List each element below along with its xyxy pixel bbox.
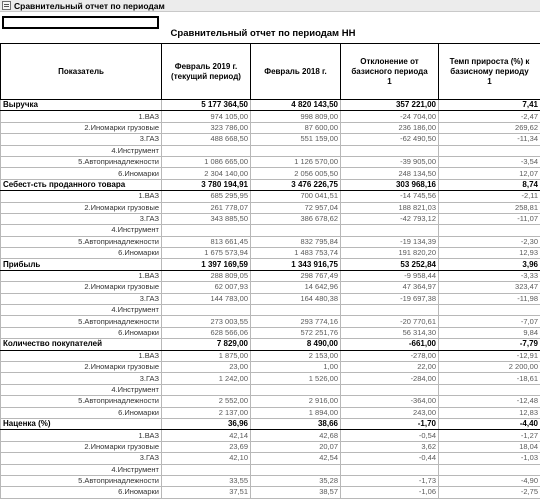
deviation-cell[interactable]: -39 905,00	[341, 156, 439, 167]
growth-rate-cell[interactable]: 12,93	[439, 248, 540, 259]
table-group-row	[1, 418, 540, 429]
current-value-cell[interactable]: 1 675 573,94	[162, 248, 251, 259]
current-value-cell[interactable]	[162, 145, 251, 156]
current-value-cell[interactable]	[162, 464, 251, 475]
growth-rate-cell[interactable]: 12,07	[439, 168, 540, 179]
report-body	[1, 100, 540, 499]
deviation-cell[interactable]: -0,44	[341, 453, 439, 464]
base-value-cell[interactable]: 998 809,00	[251, 111, 341, 122]
base-value-cell[interactable]: 298 767,49	[251, 270, 341, 281]
category-label[interactable]: 1.ВАЗ	[1, 270, 162, 281]
base-value-cell[interactable]: 1 526,00	[251, 373, 341, 384]
table-row	[1, 111, 540, 122]
current-value-cell[interactable]: 42,14	[162, 430, 251, 441]
category-label[interactable]: 5.Автопринадлежности	[1, 316, 162, 327]
category-label[interactable]: 2.Иномарки грузовые	[1, 441, 162, 452]
deviation-cell[interactable]: -0,54	[341, 430, 439, 441]
current-value-cell[interactable]: 23,69	[162, 441, 251, 452]
growth-rate-cell[interactable]: 8,74	[439, 179, 540, 190]
growth-rate-cell[interactable]: -4,40	[439, 418, 540, 429]
category-label[interactable]: 6.Иномарки	[1, 407, 162, 418]
current-value-cell[interactable]: 62 007,93	[162, 282, 251, 293]
deviation-cell[interactable]: -14 745,56	[341, 191, 439, 202]
indicator-label[interactable]: Выручка	[1, 100, 162, 111]
deviation-cell[interactable]	[341, 384, 439, 395]
base-value-cell[interactable]: 1 126 570,00	[251, 156, 341, 167]
base-value-cell[interactable]	[251, 145, 341, 156]
deviation-cell[interactable]	[341, 305, 439, 316]
category-label[interactable]: 6.Иномарки	[1, 168, 162, 179]
growth-rate-cell[interactable]: 258,81	[439, 202, 540, 213]
base-value-cell[interactable]: 8 490,00	[251, 339, 341, 350]
table-group-row	[1, 179, 540, 190]
deviation-cell[interactable]	[341, 145, 439, 156]
growth-rate-cell[interactable]: -7,07	[439, 316, 540, 327]
base-value-cell[interactable]: 832 795,84	[251, 236, 341, 247]
report-title: Сравнительный отчет по периодам НН	[170, 28, 356, 39]
deviation-cell[interactable]: 303 968,16	[341, 179, 439, 190]
category-label[interactable]: 5.Автопринадлежности	[1, 156, 162, 167]
base-value-cell[interactable]	[251, 384, 341, 395]
category-label[interactable]: 1.ВАЗ	[1, 111, 162, 122]
table-row	[1, 396, 540, 407]
growth-rate-cell[interactable]: 323,47	[439, 282, 540, 293]
base-value-cell[interactable]: 35,28	[251, 475, 341, 486]
current-value-cell[interactable]: 288 809,05	[162, 270, 251, 281]
deviation-cell[interactable]: -42 793,12	[341, 213, 439, 224]
indicator-label[interactable]: Себест-сть проданного товара	[1, 179, 162, 190]
base-value-cell[interactable]: 72 957,04	[251, 202, 341, 213]
deviation-cell[interactable]: -19 697,38	[341, 293, 439, 304]
base-value-cell[interactable]	[251, 305, 341, 316]
header-base-period[interactable]: Февраль 2018 г.	[251, 44, 341, 100]
base-value-cell[interactable]: 42,54	[251, 453, 341, 464]
header-growth-rate[interactable]: Темп прироста (%) к базисному периоду 1	[439, 44, 540, 100]
deviation-cell[interactable]: -62 490,50	[341, 134, 439, 145]
category-label[interactable]: 5.Автопринадлежности	[1, 396, 162, 407]
growth-rate-cell[interactable]: 3,96	[439, 259, 540, 270]
current-value-cell[interactable]: 1 086 665,00	[162, 156, 251, 167]
deviation-cell[interactable]: 243,00	[341, 407, 439, 418]
current-value-cell[interactable]: 1 242,00	[162, 373, 251, 384]
base-value-cell[interactable]: 38,66	[251, 418, 341, 429]
current-value-cell[interactable]: 974 105,00	[162, 111, 251, 122]
indicator-label[interactable]: Наценка (%)	[1, 418, 162, 429]
deviation-cell[interactable]: 236 186,00	[341, 122, 439, 133]
deviation-cell[interactable]: 188 821,03	[341, 202, 439, 213]
category-label[interactable]: 2.Иномарки грузовые	[1, 282, 162, 293]
table-row	[1, 213, 540, 224]
base-value-cell[interactable]: 2 153,00	[251, 350, 341, 361]
base-value-cell[interactable]: 293 774,16	[251, 316, 341, 327]
category-label[interactable]: 4.Инструмент	[1, 464, 162, 475]
current-value-cell[interactable]: 23,00	[162, 361, 251, 372]
table-row	[1, 293, 540, 304]
current-value-cell[interactable]: 36,96	[162, 418, 251, 429]
base-value-cell[interactable]: 1 894,00	[251, 407, 341, 418]
growth-rate-cell[interactable]: -11,34	[439, 134, 540, 145]
table-row	[1, 270, 540, 281]
growth-rate-cell[interactable]: 9,84	[439, 327, 540, 338]
category-label[interactable]: 3.ГАЗ	[1, 373, 162, 384]
report-table	[0, 43, 540, 499]
table-row	[1, 236, 540, 247]
current-value-cell[interactable]	[162, 305, 251, 316]
deviation-cell[interactable]: -278,00	[341, 350, 439, 361]
header-current-period[interactable]: Февраль 2019 г. (текущий период)	[162, 44, 251, 100]
table-row	[1, 453, 540, 464]
growth-rate-cell[interactable]	[439, 384, 540, 395]
header-deviation[interactable]: Отклонение от базисного периода 1	[341, 44, 439, 100]
table-row	[1, 361, 540, 372]
table-row	[1, 316, 540, 327]
category-label[interactable]: 1.ВАЗ	[1, 430, 162, 441]
header-row	[1, 44, 540, 100]
category-label[interactable]: 4.Инструмент	[1, 305, 162, 316]
deviation-cell[interactable]: -284,00	[341, 373, 439, 384]
deviation-cell[interactable]: 22,00	[341, 361, 439, 372]
base-value-cell[interactable]: 1,00	[251, 361, 341, 372]
table-row	[1, 384, 540, 395]
growth-rate-cell[interactable]: -2,47	[439, 111, 540, 122]
current-value-cell[interactable]: 488 668,50	[162, 134, 251, 145]
base-value-cell[interactable]: 700 041,51	[251, 191, 341, 202]
base-value-cell[interactable]: 1 343 916,75	[251, 259, 341, 270]
growth-rate-cell[interactable]: 7,41	[439, 100, 540, 111]
current-value-cell[interactable]: 2 137,00	[162, 407, 251, 418]
indicator-label[interactable]: Количество покупателей	[1, 339, 162, 350]
table-row	[1, 464, 540, 475]
current-value-cell[interactable]: 144 783,00	[162, 293, 251, 304]
table-row	[1, 441, 540, 452]
deviation-cell[interactable]: -1,70	[341, 418, 439, 429]
current-value-cell[interactable]: 685 295,95	[162, 191, 251, 202]
table-row	[1, 225, 540, 236]
current-value-cell[interactable]: 3 780 194,91	[162, 179, 251, 190]
table-row	[1, 282, 540, 293]
table-row	[1, 134, 540, 145]
base-value-cell[interactable]: 20,07	[251, 441, 341, 452]
category-label[interactable]: 3.ГАЗ	[1, 134, 162, 145]
deviation-cell[interactable]: 248 134,50	[341, 168, 439, 179]
growth-rate-cell[interactable]: 2 200,00	[439, 361, 540, 372]
header-indicator[interactable]: Показатель	[1, 44, 162, 100]
base-value-cell[interactable]: 2 056 005,50	[251, 168, 341, 179]
table-row	[1, 350, 540, 361]
growth-rate-cell[interactable]: -1,03	[439, 453, 540, 464]
current-value-cell[interactable]	[162, 384, 251, 395]
base-value-cell[interactable]: 4 820 143,50	[251, 100, 341, 111]
growth-rate-cell[interactable]	[439, 464, 540, 475]
current-value-cell[interactable]: 343 885,50	[162, 213, 251, 224]
table-row	[1, 168, 540, 179]
table-row	[1, 407, 540, 418]
category-label[interactable]: 3.ГАЗ	[1, 453, 162, 464]
growth-rate-cell[interactable]: -3,54	[439, 156, 540, 167]
current-value-cell[interactable]: 2 304 140,00	[162, 168, 251, 179]
deviation-cell[interactable]: 357 221,00	[341, 100, 439, 111]
base-value-cell[interactable]	[251, 464, 341, 475]
deviation-cell[interactable]: -1,73	[341, 475, 439, 486]
table-group-row	[1, 259, 540, 270]
growth-rate-cell[interactable]: -1,27	[439, 430, 540, 441]
table-row	[1, 373, 540, 384]
table-row	[1, 122, 540, 133]
current-value-cell[interactable]: 5 177 364,50	[162, 100, 251, 111]
base-value-cell[interactable]: 386 678,62	[251, 213, 341, 224]
base-value-cell[interactable]: 38,57	[251, 487, 341, 498]
category-label[interactable]: 4.Инструмент	[1, 384, 162, 395]
base-value-cell[interactable]: 551 159,00	[251, 134, 341, 145]
table-group-row	[1, 100, 540, 111]
growth-rate-cell[interactable]: -2,30	[439, 236, 540, 247]
report-sheet[interactable]	[0, 12, 540, 502]
indicator-label[interactable]: Прибыль	[1, 259, 162, 270]
current-value-cell[interactable]: 261 778,07	[162, 202, 251, 213]
growth-rate-cell[interactable]: -2,11	[439, 191, 540, 202]
current-value-cell[interactable]: 1 875,00	[162, 350, 251, 361]
deviation-cell[interactable]: 56 314,30	[341, 327, 439, 338]
category-label[interactable]: 1.ВАЗ	[1, 350, 162, 361]
growth-rate-cell[interactable]: -12,48	[439, 396, 540, 407]
growth-rate-cell[interactable]: 269,62	[439, 122, 540, 133]
growth-rate-cell[interactable]: -4,90	[439, 475, 540, 486]
growth-rate-cell[interactable]	[439, 305, 540, 316]
table-row	[1, 487, 540, 498]
growth-rate-cell[interactable]: -7,79	[439, 339, 540, 350]
current-value-cell[interactable]: 813 661,45	[162, 236, 251, 247]
current-value-cell[interactable]: 628 566,06	[162, 327, 251, 338]
deviation-cell[interactable]: -24 704,00	[341, 111, 439, 122]
table-row	[1, 430, 540, 441]
growth-rate-cell[interactable]: -18,61	[439, 373, 540, 384]
table-row	[1, 145, 540, 156]
current-value-cell[interactable]: 7 829,00	[162, 339, 251, 350]
base-value-cell[interactable]: 572 251,76	[251, 327, 341, 338]
category-label[interactable]: 5.Автопринадлежности	[1, 475, 162, 486]
current-value-cell[interactable]	[162, 225, 251, 236]
table-row	[1, 156, 540, 167]
window-title: Сравнительный отчет по периодам	[14, 0, 165, 11]
table-row	[1, 305, 540, 316]
growth-rate-cell[interactable]: 18,04	[439, 441, 540, 452]
growth-rate-cell[interactable]: -11,07	[439, 213, 540, 224]
table-row	[1, 475, 540, 486]
spreadsheet-icon	[2, 1, 11, 10]
deviation-cell[interactable]: -19 134,39	[341, 236, 439, 247]
current-value-cell[interactable]: 33,55	[162, 475, 251, 486]
deviation-cell[interactable]: -364,00	[341, 396, 439, 407]
category-label[interactable]: 5.Автопринадлежности	[1, 236, 162, 247]
category-label[interactable]: 4.Инструмент	[1, 145, 162, 156]
base-value-cell[interactable]: 42,68	[251, 430, 341, 441]
deviation-cell[interactable]: -1,06	[341, 487, 439, 498]
window-titlebar[interactable]	[0, 0, 540, 12]
current-value-cell[interactable]: 1 397 169,59	[162, 259, 251, 270]
current-value-cell[interactable]: 37,51	[162, 487, 251, 498]
category-label[interactable]: 2.Иномарки грузовые	[1, 122, 162, 133]
growth-rate-cell[interactable]: -11,98	[439, 293, 540, 304]
growth-rate-cell[interactable]: -2,75	[439, 487, 540, 498]
current-value-cell[interactable]: 323 786,00	[162, 122, 251, 133]
deviation-cell[interactable]: 53 252,84	[341, 259, 439, 270]
current-value-cell[interactable]: 273 003,55	[162, 316, 251, 327]
growth-rate-cell[interactable]: 12,83	[439, 407, 540, 418]
deviation-cell[interactable]	[341, 464, 439, 475]
growth-rate-cell[interactable]	[439, 145, 540, 156]
category-label[interactable]: 4.Инструмент	[1, 225, 162, 236]
category-label[interactable]: 1.ВАЗ	[1, 191, 162, 202]
base-value-cell[interactable]: 14 642,96	[251, 282, 341, 293]
category-label[interactable]: 3.ГАЗ	[1, 293, 162, 304]
table-row	[1, 248, 540, 259]
category-label[interactable]: 6.Иномарки	[1, 248, 162, 259]
deviation-cell[interactable]: -9 958,44	[341, 270, 439, 281]
category-label[interactable]: 6.Иномарки	[1, 487, 162, 498]
growth-rate-cell[interactable]: -12,91	[439, 350, 540, 361]
table-row	[1, 202, 540, 213]
deviation-cell[interactable]: -20 770,61	[341, 316, 439, 327]
category-label[interactable]: 6.Иномарки	[1, 327, 162, 338]
table-row	[1, 327, 540, 338]
base-value-cell[interactable]: 87 600,00	[251, 122, 341, 133]
category-label[interactable]: 2.Иномарки грузовые	[1, 361, 162, 372]
deviation-cell[interactable]: 191 820,20	[341, 248, 439, 259]
growth-rate-cell[interactable]: -3,33	[439, 270, 540, 281]
base-value-cell[interactable]: 3 476 226,75	[251, 179, 341, 190]
deviation-cell[interactable]: -661,00	[341, 339, 439, 350]
table-group-row	[1, 339, 540, 350]
base-value-cell[interactable]: 164 480,38	[251, 293, 341, 304]
growth-rate-cell[interactable]	[439, 225, 540, 236]
base-value-cell[interactable]: 1 483 753,74	[251, 248, 341, 259]
current-value-cell[interactable]: 2 552,00	[162, 396, 251, 407]
table-row	[1, 191, 540, 202]
active-cell[interactable]	[2, 16, 159, 29]
base-value-cell[interactable]: 2 916,00	[251, 396, 341, 407]
category-label[interactable]: 3.ГАЗ	[1, 213, 162, 224]
current-value-cell[interactable]: 42,10	[162, 453, 251, 464]
deviation-cell[interactable]: 3,62	[341, 441, 439, 452]
base-value-cell[interactable]	[251, 225, 341, 236]
deviation-cell[interactable]: 47 364,97	[341, 282, 439, 293]
category-label[interactable]: 2.Иномарки грузовые	[1, 202, 162, 213]
deviation-cell[interactable]	[341, 225, 439, 236]
